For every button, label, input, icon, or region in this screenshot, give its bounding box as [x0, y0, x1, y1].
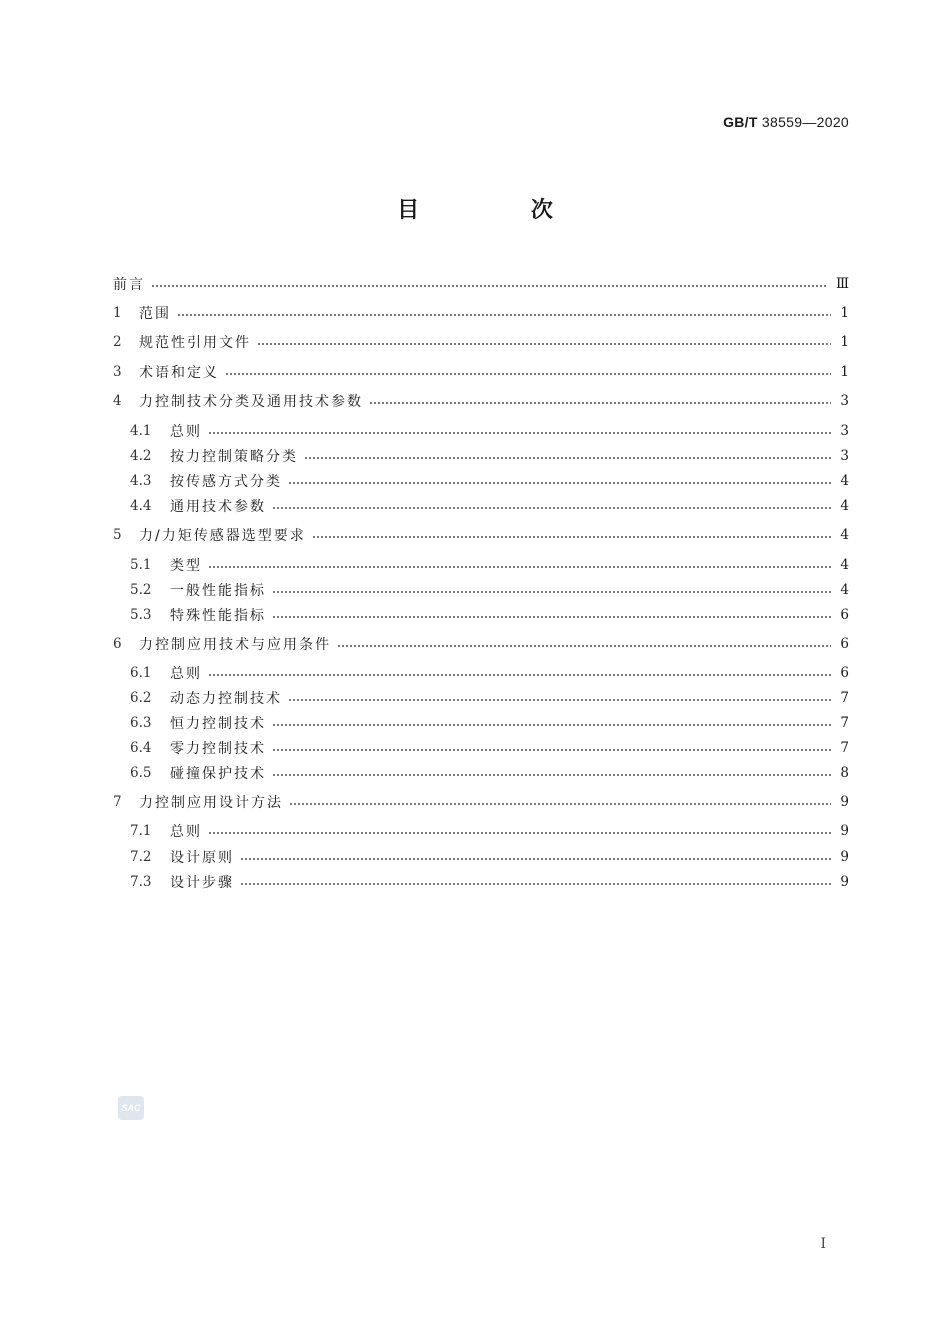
toc-entry[interactable] — [130, 579, 849, 601]
dot-leader — [240, 858, 831, 860]
dot-leader — [272, 749, 831, 751]
dot-leader — [272, 591, 831, 593]
toc-entry[interactable] — [130, 820, 849, 842]
toc-entry-number: 7.2 — [130, 849, 152, 865]
toc-entry[interactable] — [130, 445, 849, 467]
toc-entry-page: 9 — [840, 849, 849, 865]
dot-leader — [225, 373, 831, 375]
toc-entry-label: 按力控制策略分类 — [170, 449, 298, 465]
toc-entry[interactable] — [113, 361, 849, 383]
toc-entry[interactable] — [130, 662, 849, 684]
toc-entry[interactable] — [113, 524, 849, 546]
toc-entry-page: 8 — [840, 765, 849, 781]
toc-entry-label: 类型 — [170, 558, 202, 574]
dot-leader — [369, 402, 831, 404]
dot-leader — [289, 803, 831, 805]
toc-entry-page: 4 — [840, 557, 849, 573]
toc-entry-page: 7 — [840, 740, 849, 756]
toc-entry-label: 规范性引用文件 — [139, 335, 251, 351]
toc-entry-page: 4 — [840, 582, 849, 598]
toc-entry-label: 恒力控制技术 — [170, 716, 266, 732]
toc-entry-page: 1 — [840, 364, 849, 380]
dot-leader — [240, 883, 831, 885]
toc-entry-label: 特殊性能指标 — [170, 608, 266, 624]
dot-leader — [208, 432, 831, 434]
toc-entry[interactable] — [130, 687, 849, 709]
dot-leader — [272, 616, 831, 618]
toc-entry[interactable] — [130, 762, 849, 784]
dot-leader — [272, 774, 831, 776]
toc-entry-number: 5.2 — [130, 582, 152, 598]
toc-entry-page: 4 — [840, 527, 849, 543]
toc-entry-page: 4 — [840, 473, 849, 489]
toc-entry-page: 3 — [840, 423, 849, 439]
toc-entry-number: 6.2 — [130, 690, 152, 706]
dot-leader — [208, 674, 831, 676]
toc-entry[interactable] — [130, 470, 849, 492]
toc-entry-label: 力控制技术分类及通用技术参数 — [139, 394, 363, 410]
toc-entry-label: 力控制应用技术与应用条件 — [139, 637, 331, 653]
toc-entry-number: 6.4 — [130, 740, 152, 756]
toc-entry-label: 总则 — [170, 666, 202, 682]
dot-leader — [272, 724, 831, 726]
toc-entry-page: 7 — [840, 690, 849, 706]
page-number: I — [820, 1236, 826, 1252]
dot-leader — [272, 507, 831, 509]
toc-entry-number: 6.5 — [130, 765, 152, 781]
toc-entry-number: 4.4 — [130, 498, 152, 514]
toc-entry-label: 前言 — [113, 277, 145, 293]
toc-entry-number: 5.3 — [130, 607, 152, 623]
toc-entry-number: 6 — [113, 636, 122, 652]
toc-entry-label: 力控制应用设计方法 — [139, 795, 283, 811]
toc-entry[interactable] — [130, 554, 849, 576]
toc-entry-number: 4.3 — [130, 473, 152, 489]
toc-entry-label: 总则 — [170, 424, 202, 440]
toc-entry[interactable] — [130, 712, 849, 734]
toc-entry[interactable] — [113, 302, 849, 324]
standard-prefix: GB/T — [723, 114, 758, 130]
toc-entry-page: 7 — [840, 715, 849, 731]
toc-entry-page: 9 — [840, 823, 849, 839]
toc-entry-number: 7 — [113, 794, 122, 810]
toc-entry-number: 7.1 — [130, 823, 152, 839]
toc-entry-label: 范围 — [139, 306, 171, 322]
dot-leader — [208, 566, 831, 568]
dot-leader — [288, 482, 831, 484]
dot-leader — [151, 285, 828, 287]
toc-entry-number: 1 — [113, 305, 122, 321]
toc-entry[interactable] — [113, 273, 849, 295]
toc-title: 目 次 — [397, 198, 605, 223]
toc-entry[interactable] — [130, 871, 849, 893]
toc-entry[interactable] — [130, 846, 849, 868]
toc-entry-label: 一般性能指标 — [170, 583, 266, 599]
toc-entry-page: 3 — [840, 448, 849, 464]
dot-leader — [304, 457, 831, 459]
toc-entry[interactable] — [113, 791, 849, 813]
dot-leader — [337, 645, 831, 647]
toc-entry-label: 通用技术参数 — [170, 499, 266, 515]
sac-logo-icon — [118, 1096, 144, 1120]
dot-leader — [288, 699, 831, 701]
standard-number: 38559—2020 — [761, 114, 849, 130]
toc-entry-page: 9 — [840, 874, 849, 890]
toc-entry-page: 4 — [840, 498, 849, 514]
toc-entry-number: 4.2 — [130, 448, 152, 464]
toc-entry-label: 动态力控制技术 — [170, 691, 282, 707]
toc-entry-number: 7.3 — [130, 874, 152, 890]
toc-entry-number: 6.3 — [130, 715, 152, 731]
toc-entry-number: 3 — [113, 364, 122, 380]
toc-entry-number: 6.1 — [130, 665, 152, 681]
dot-leader — [257, 343, 831, 345]
toc-entry-label: 力/力矩传感器选型要求 — [139, 528, 306, 544]
dot-leader — [177, 314, 831, 316]
toc-entry[interactable] — [130, 604, 849, 626]
toc-entry-label: 设计原则 — [170, 850, 234, 866]
toc-entry-label: 按传感方式分类 — [170, 474, 282, 490]
toc-entry[interactable] — [113, 633, 849, 655]
toc-entry-number: 2 — [113, 334, 122, 350]
toc-entry-label: 设计步骤 — [170, 875, 234, 891]
toc-entry-number: 4.1 — [130, 423, 152, 439]
toc-entry-label: 碰撞保护技术 — [170, 766, 266, 782]
watermark-text: SAC — [121, 1103, 141, 1113]
dot-leader — [208, 832, 831, 834]
toc-entry-number: 5.1 — [130, 557, 152, 573]
toc-entry-page: 3 — [840, 393, 849, 409]
toc-entry-number: 4 — [113, 393, 122, 409]
toc-entry[interactable] — [130, 495, 849, 517]
toc-entry-label: 术语和定义 — [139, 365, 219, 381]
toc-entry-page: 6 — [840, 665, 849, 681]
toc-entry-page: 1 — [840, 305, 849, 321]
toc-entry[interactable] — [130, 420, 849, 442]
toc-entry[interactable] — [113, 331, 849, 353]
toc-entry[interactable] — [130, 737, 849, 759]
toc-entry-label: 总则 — [170, 824, 202, 840]
toc-entry-page: 9 — [840, 794, 849, 810]
toc-entry[interactable] — [113, 390, 849, 412]
toc-entry-page: Ⅲ — [835, 276, 849, 292]
toc-entry-label: 零力控制技术 — [170, 741, 266, 757]
toc-entry-page: 1 — [840, 334, 849, 350]
dot-leader — [312, 536, 831, 538]
toc-entry-page: 6 — [840, 607, 849, 623]
toc-entry-page: 6 — [840, 636, 849, 652]
toc-entry-number: 5 — [113, 527, 122, 543]
